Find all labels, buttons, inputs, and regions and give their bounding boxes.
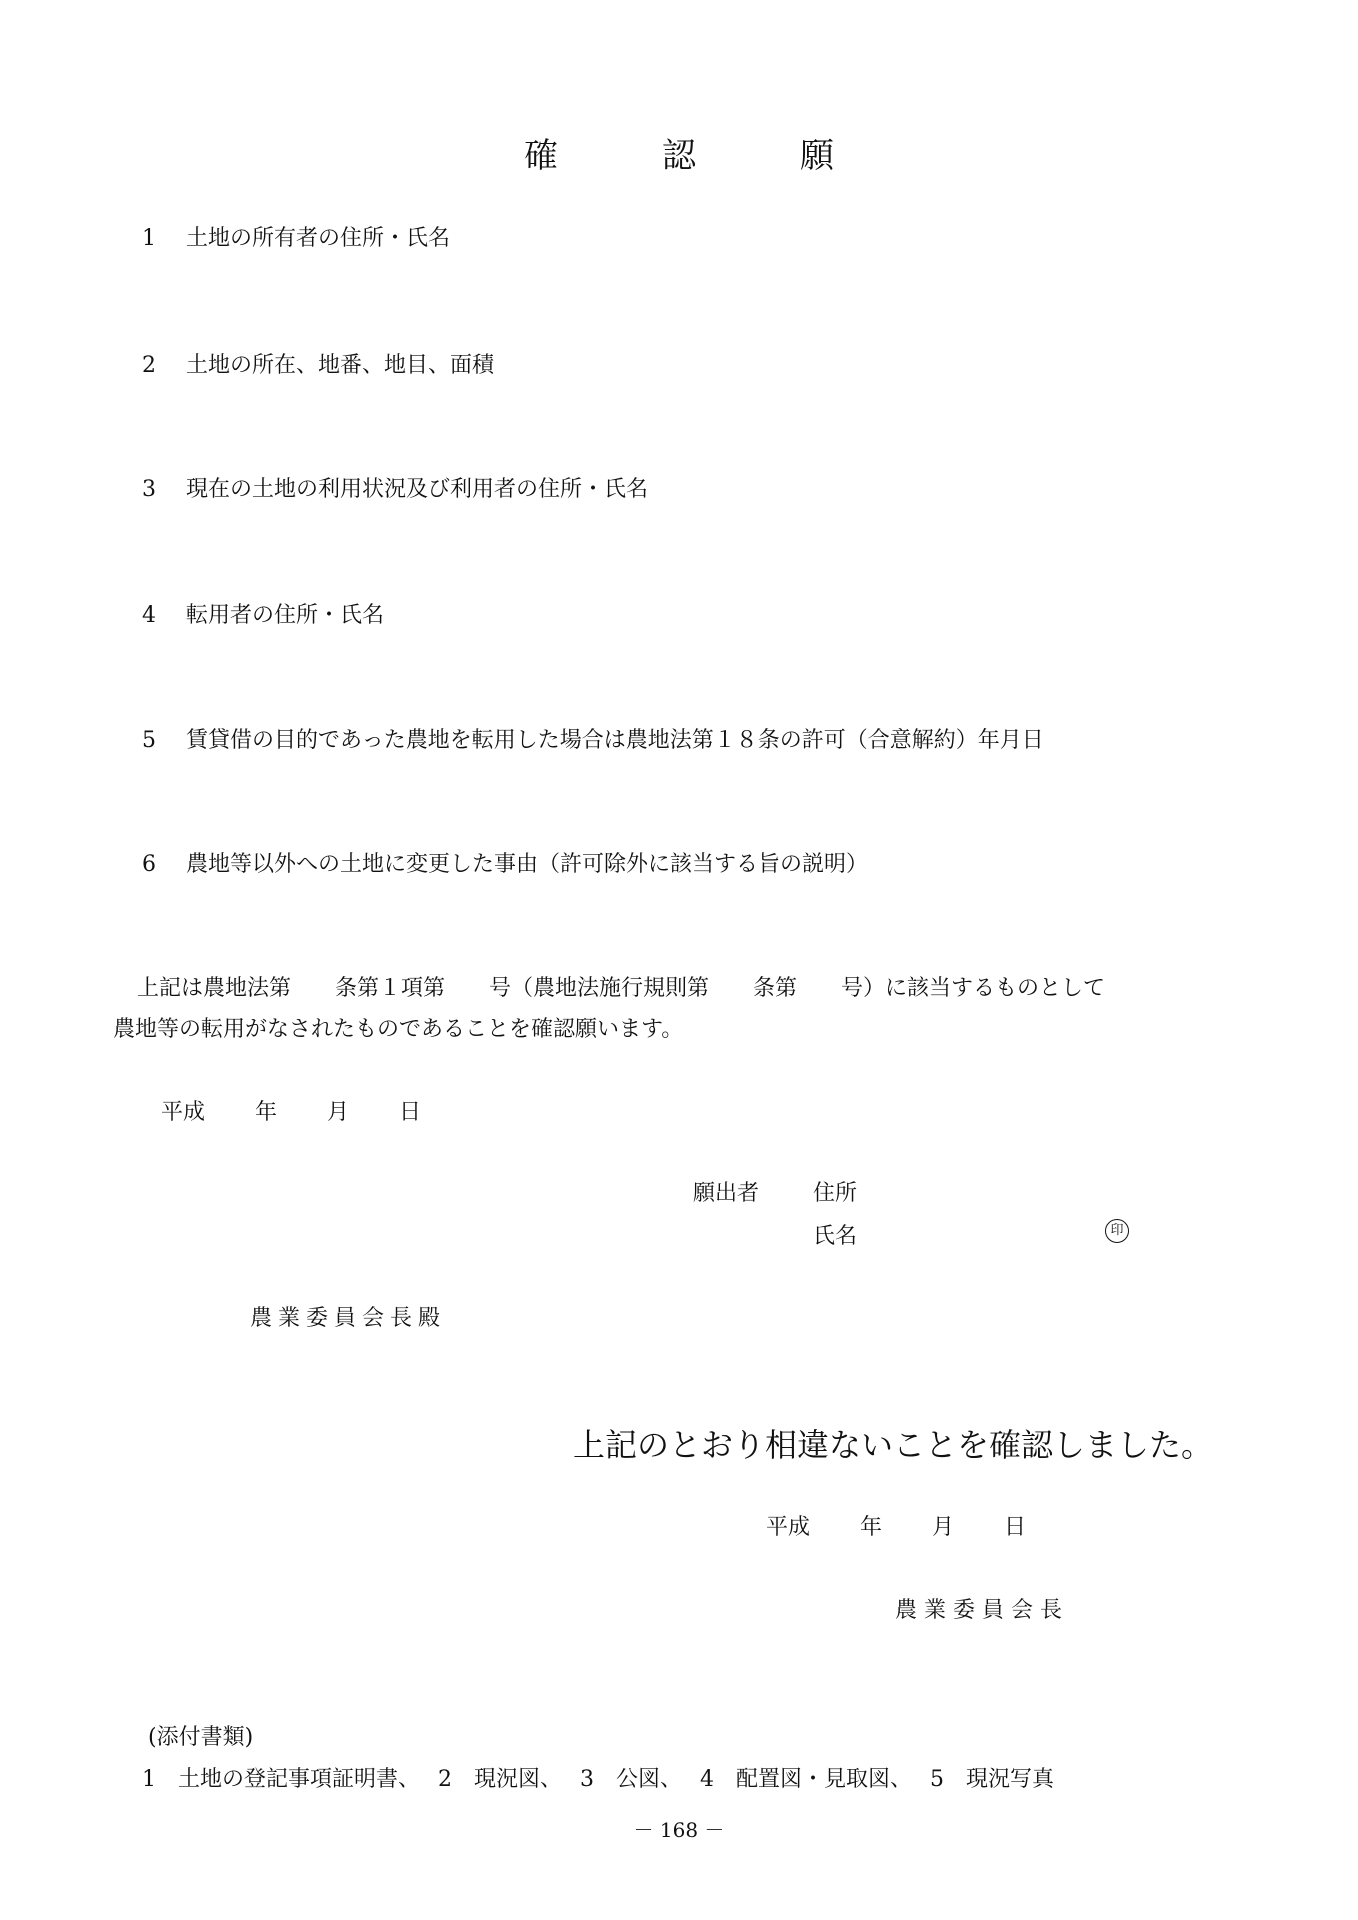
seal-mark: 印 bbox=[1105, 1219, 1129, 1243]
page-number: － 168 － bbox=[633, 1818, 725, 1842]
attachment-item: 1 土地の登記事項証明書、 bbox=[142, 1767, 420, 1792]
item-text: 土地の所在、地番、地目、面積 bbox=[186, 353, 495, 378]
form-item-1 bbox=[142, 221, 450, 252]
date-month: 月 bbox=[327, 1100, 350, 1125]
title-char-3: 願 bbox=[800, 136, 834, 176]
confirmation-date bbox=[766, 1510, 1026, 1541]
item-number: 1 bbox=[142, 226, 156, 251]
item-text: 現在の土地の利用状況及び利用者の住所・氏名 bbox=[186, 477, 649, 502]
date-day: 日 bbox=[399, 1100, 422, 1125]
statement-paragraph bbox=[113, 968, 1106, 1050]
item-text: 賃貸借の目的であった農地を転用した場合は農地法第１８条の許可（合意解約）年月日 bbox=[186, 728, 1044, 753]
confirmation-text: 上記のとおり相違ないことを確認しました。 bbox=[573, 1426, 1214, 1464]
title-char-1: 確 bbox=[524, 136, 558, 176]
item-text: 農地等以外への土地に変更した事由（許可除外に該当する旨の説明） bbox=[186, 852, 869, 877]
statement-line-2: 農地等の転用がなされたものであることを確認願います。 bbox=[113, 1017, 684, 1042]
item-number: 6 bbox=[142, 852, 156, 877]
attachments-list bbox=[142, 1762, 1054, 1793]
item-number: 4 bbox=[142, 603, 156, 628]
item-number: 5 bbox=[142, 728, 156, 753]
application-date bbox=[161, 1095, 421, 1126]
item-number: 3 bbox=[142, 477, 156, 502]
applicant-label: 願出者 bbox=[693, 1181, 760, 1206]
title-char-2: 認 bbox=[662, 136, 696, 176]
form-item-2 bbox=[142, 348, 494, 379]
form-item-5 bbox=[142, 723, 1044, 754]
attachment-item: 3 公図、 bbox=[580, 1767, 682, 1792]
date-year: 年 bbox=[860, 1515, 883, 1540]
date-day: 日 bbox=[1004, 1515, 1027, 1540]
date-era: 平成 bbox=[161, 1100, 206, 1125]
item-text: 転用者の住所・氏名 bbox=[186, 603, 385, 628]
date-era: 平成 bbox=[766, 1515, 811, 1540]
page-title bbox=[0, 128, 1358, 177]
item-text: 土地の所有者の住所・氏名 bbox=[186, 226, 451, 251]
attachments-heading: (添付書類) bbox=[148, 1725, 254, 1750]
attachment-item: 5 現況写真 bbox=[930, 1767, 1054, 1792]
date-month: 月 bbox=[932, 1515, 955, 1540]
addressee: 農業委員会長殿 bbox=[250, 1306, 447, 1331]
address-label: 住所 bbox=[813, 1181, 858, 1206]
name-label: 氏名 bbox=[813, 1224, 858, 1249]
form-item-3 bbox=[142, 472, 648, 503]
attachment-item: 2 現況図、 bbox=[438, 1767, 562, 1792]
statement-line-1: 上記は農地法第 条第１項第 号（農地法施行規則第 条第 号）に該当するものとして bbox=[137, 976, 1106, 1001]
attachment-item: 4 配置図・見取図、 bbox=[700, 1767, 912, 1792]
date-year: 年 bbox=[255, 1100, 278, 1125]
form-item-4 bbox=[142, 598, 384, 629]
committee-chair: 農業委員会長 bbox=[895, 1598, 1070, 1623]
item-number: 2 bbox=[142, 353, 156, 378]
form-item-6 bbox=[142, 847, 868, 878]
